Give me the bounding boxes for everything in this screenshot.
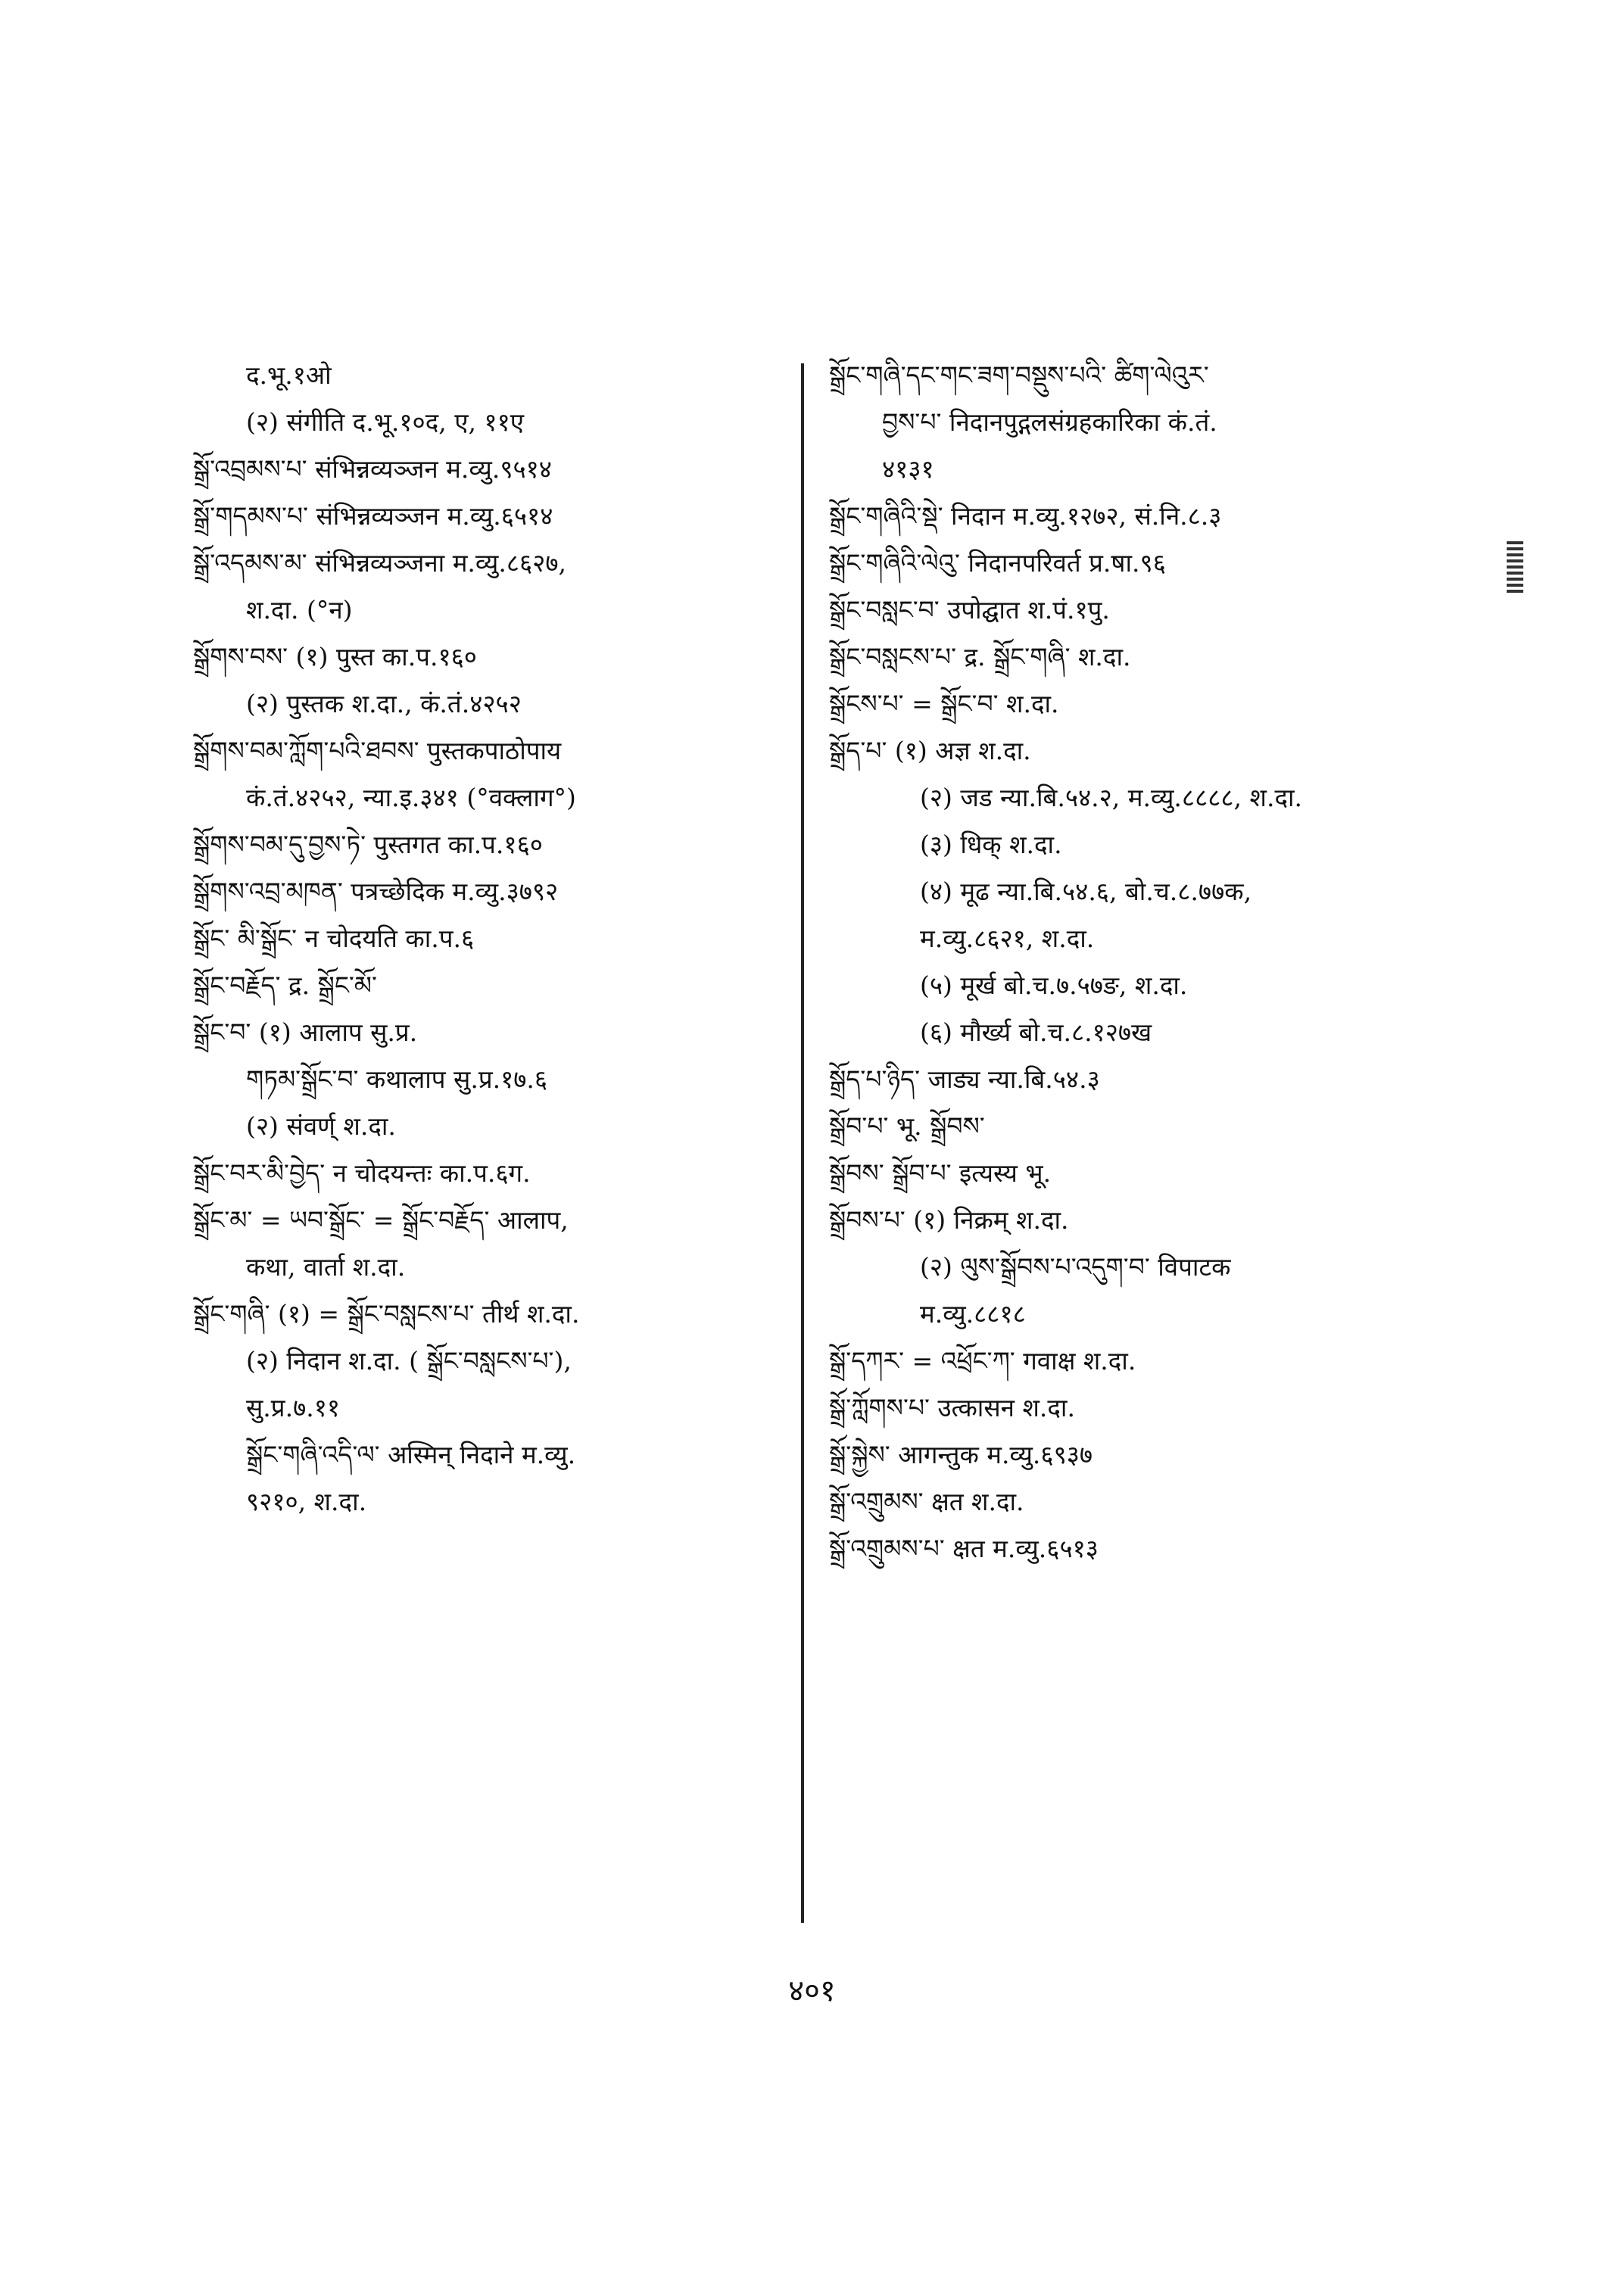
entry-line: སྒྲོགས་བམ་དུ་བྱས་ཏེ་ पुस्तगत का.प.१६० [193,830,543,859]
entry-line: म.व्यु.८८१८ [920,1299,1026,1329]
entry-line: སྒྲོ་སྐྱེས་ आगन्तुक म.व्यु.६९३७ [829,1440,1093,1469]
entry-line: (५) मूर्ख बो.च.७.५७ङ, श.दा. [920,970,1188,1000]
entry-line: སྒྲོང་བསླངས་པ་ द्र. སྒྲོང་གཞི་ श.दा. [829,642,1131,671]
entry-line: सु.प्र.७.११ [246,1393,341,1422]
entry-line: སྒྲོ་འབྲམས་པ་ संभिन्नव्यञ्जन म.व्यु.९५१४ [193,454,552,484]
entry-line: (२) ལུས་སྒྲོབས་པ་འདུག་བ་ विपाटक [920,1252,1231,1282]
entry-line: ९२१०, श.दा. [246,1487,367,1516]
entry-line: སྒྲོང་ མི་སྒྲོང་ न चोदयति का.प.६ [193,924,475,953]
left-column [193,352,799,1525]
entry-line: कं.तं.४२५२, न्या.इ.३४१ (°वक्लाग°) [246,783,576,812]
entry-line: སྒྲོ་གདམས་པ་ संभिन्नव्यञ्जन म.व्यु.६५१४ [193,501,553,531]
entry-line: སྒྲོད་པ་ཉིད་ जाड्य न्या.बि.५४.३ [829,1064,1100,1094]
entry-line: (२) संगीति द.भू.१०द, ए, ११ए [246,407,525,437]
margin-scan-mark [1507,541,1523,594]
entry-line: (२) जड न्या.बि.५४.२, म.व्यु.८८८८, श.दा. [920,783,1303,812]
entry-line: སྒྲོང་གཞིའི་སྡེ་ निदान म.व्यु.१२७२, सं.नि.८.३ [829,501,1222,531]
entry-line: སྒྲོང་བ་ (१) आलाप सु.प्र. [193,1017,418,1047]
entry-line: སྒྲོང་བསླང་བ་ उपोद्घात श.पं.१पु. [829,595,1110,625]
entry-line: སྒྲོ་དཀར་ = འཕྲོང་ཀ་ गवाक्ष श.दा. [829,1346,1136,1375]
entry-line: སྒྲོབས་པ་ (१) निक्रम् श.दा. [829,1205,1069,1235]
entry-line: कथा, वार्ता श.दा. [246,1252,406,1282]
entry-line: སྒྲོད་པ་ (१) अज्ञ श.दा. [829,736,1031,765]
entry-line: སྒྲོང་བརྗོད་ द्र. སྒྲོང་མོ་ [193,970,377,1000]
page-number: ४०१ [788,1974,836,2008]
entry-line: སྒྲོ་ཀློགས་པ་ उत्कासन श.दा. [829,1393,1075,1422]
right-column [829,352,1450,1572]
entry-line: म.व्यु.८६२१, श.दा. [920,924,1095,953]
entry-line: (३) धिक् श.दा. [920,830,1062,859]
entry-line: (२) निदान श.दा. ( སྒྲོང་བསླངས་པ་), [246,1346,572,1375]
entry-line: སྒྲོངས་པ་ = སྒྲོང་བ་ श.दा. [829,689,1059,718]
entry-line: (४) मूढ न्या.बि.५४.६, बो.च.८.७७क, [920,877,1252,906]
entry-line: གཏམ་སྒྲོང་བ་ कथालाप सु.प्र.१७.६ [246,1064,548,1094]
entry-line: ४१३१ [882,454,934,484]
entry-line: द.भू.१ओ [246,360,332,390]
entry-line: (२) संवर्ण् श.दा. [246,1111,396,1141]
column-divider [801,363,804,1923]
entry-line: སྒྲོབས་ སྒྲོབ་པ་ इत्यस्य भू. [829,1158,1052,1188]
entry-line: སྒྲོ་འདམས་མ་ संभिन्नव्यञ्जना म.व्यु.८६२७, [193,548,566,578]
entry-line: (२) पुस्तक श.दा., कं.तं.४२५२ [246,689,522,718]
entry-line: (६) मौर्ख्य बो.च.८.१२७ख [920,1017,1152,1047]
entry-line: श.दा. (°न) [246,595,353,625]
entry-line: སྒྲོ་འགྲུམས་ क्षत श.दा. [829,1487,1024,1516]
entry-line: སྒྲོང་གཞི་འདི་ལ་ अस्मिन् निदाने म.व्यु. [246,1440,576,1469]
entry-line: སྒྲོང་གཞི་དང་གང་ཟག་བསྡུས་པའི་ ཚིག་ལེའུར་ [829,360,1209,390]
entry-line: སྒྲོགས་བས་ (१) पुस्त का.प.१६० [193,642,477,671]
entry-line: སྒྲོབ་པ་ भू. སྒྲོབས་ [829,1111,985,1141]
entry-line: སྒྲོང་བར་མི་བྱེད་ न चोदयन्तः का.प.६ग. [193,1158,531,1188]
entry-line: སྒྲོགས་འབྲ་མཁན་ पत्रच्छेदिक म.व्यु.३७९२ [193,877,559,906]
entry-line: སྒྲོ་འགྲུམས་པ་ क्षत म.व्यु.६५१३ [829,1534,1099,1563]
entry-line: བྱས་པ་ निदानपुद्गलसंग्रहकारिका कं.तं. [882,407,1217,437]
entry-line: སྒྲོང་མ་ = ཡབ་སྒྲོང་ = སྒྲོང་བརྗོད་ आलाप, [193,1205,569,1235]
entry-line: སྒྲོང་གཞིའི་ལེའུ་ निदानपरिवर्त प्र.षा.९६ [829,548,1166,578]
entry-line: སྒྲོགས་བམ་ཀློག་པའི་ཐབས་ पुस्तकपाठोपाय [193,736,562,765]
entry-line: སྒྲོང་གཞི་ (१) = སྒྲོང་བསླངས་པ་ तीर्थ श.दा. [193,1299,580,1329]
